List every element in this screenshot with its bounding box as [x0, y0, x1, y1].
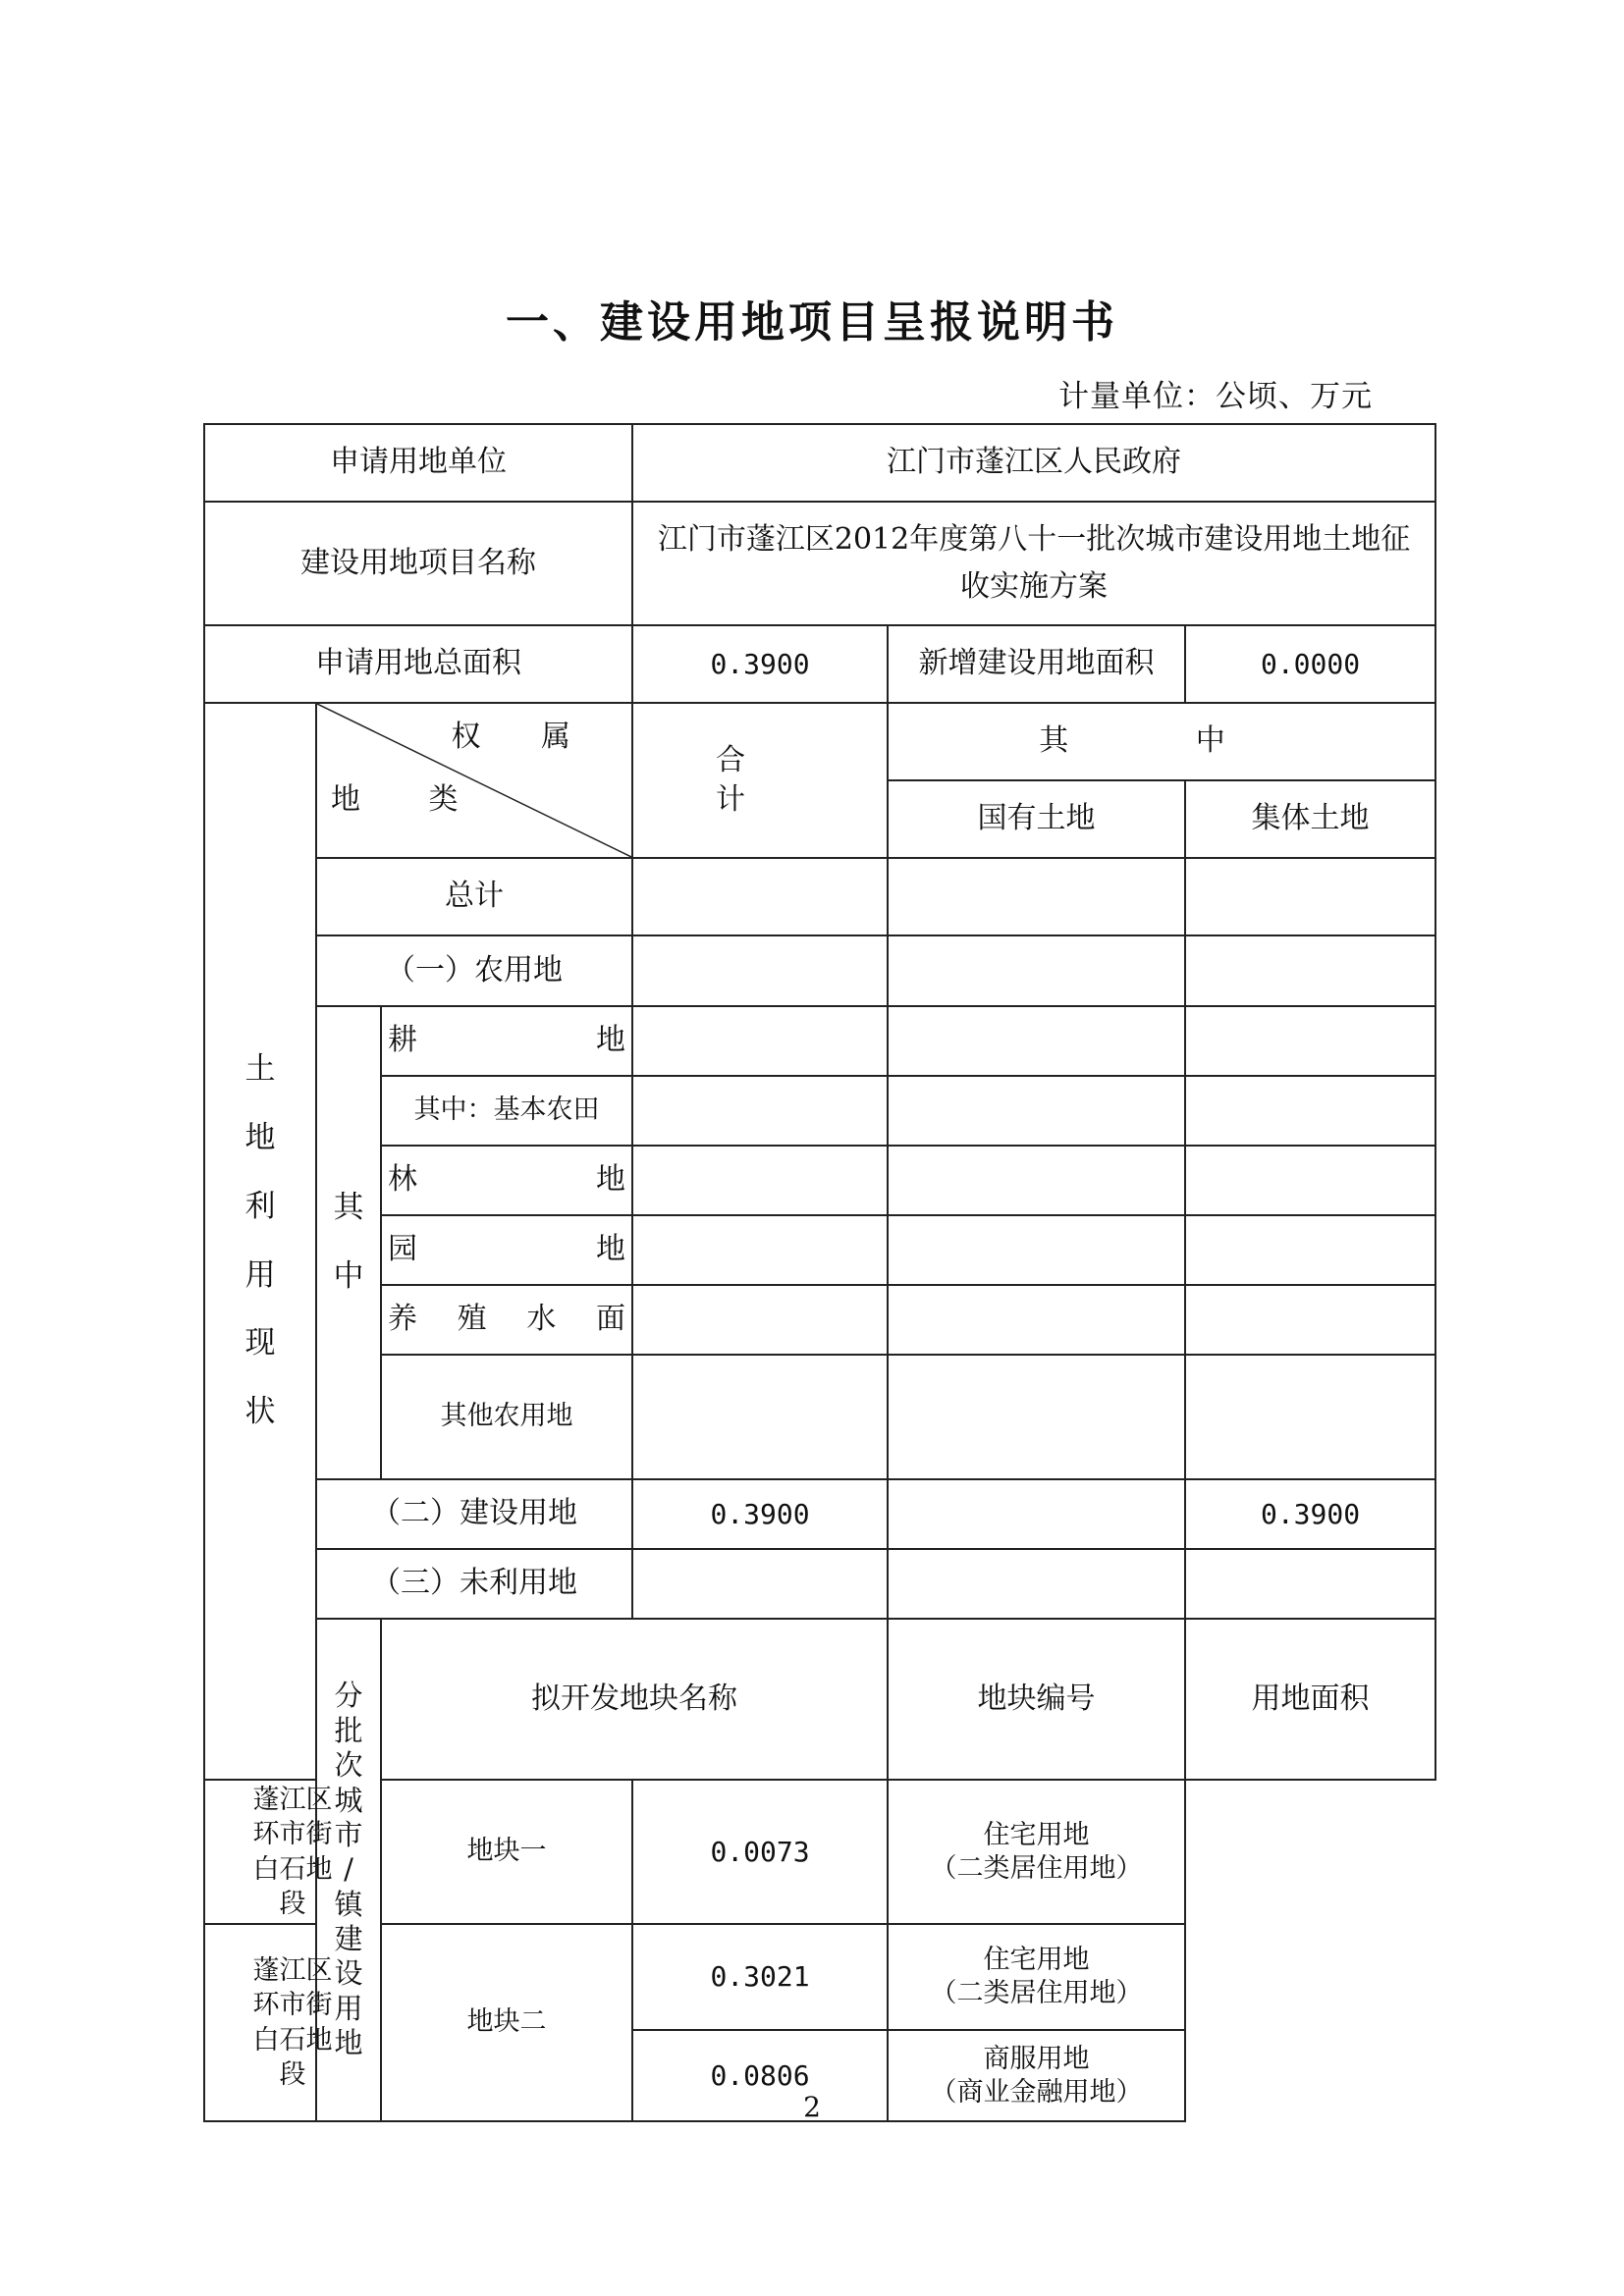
table-row — [204, 1780, 1435, 1924]
applicant-value: 江门市蓬江区人民政府 — [632, 424, 1435, 502]
table-row — [204, 1355, 1435, 1479]
plot-code-header: 地块编号 — [888, 1619, 1185, 1780]
plot2-area-b: 0.0806 — [632, 2030, 888, 2121]
table-row — [204, 1006, 1435, 1076]
plot2-code: 地块二 — [381, 1924, 632, 2121]
plot1-area: 0.0073 — [632, 1780, 888, 1924]
diagonal-header-cell — [316, 703, 632, 858]
total-area-value: 0.3900 — [632, 625, 888, 703]
plot2-area-a: 0.3021 — [632, 1924, 888, 2030]
project-value: 江门市蓬江区2012年度第八十一批次城市建设用地土地征收实施方案 — [632, 502, 1435, 625]
total-column-header: 合 计 — [632, 703, 888, 858]
project-label: 建设用地项目名称 — [204, 502, 632, 625]
plots-section-label: 分 批 次 城 市 / 镇 建 设 用 地 — [316, 1619, 381, 2121]
state-land-header: 国有土地 — [888, 780, 1185, 858]
applicant-row — [204, 424, 1435, 502]
plot2-name: 蓬江区环市街白石地段 — [204, 1924, 381, 2121]
total-area-label: 申请用地总面积 — [204, 625, 632, 703]
other-agri-label: 其他农用地 — [381, 1355, 632, 1479]
table-row — [204, 1146, 1435, 1215]
table-row — [204, 1076, 1435, 1146]
plot-area-header: 用地面积 — [1185, 1619, 1435, 1780]
land-report-table — [203, 423, 1436, 2122]
construction-land-label: （二）建设用地 — [316, 1479, 632, 1549]
garden-land-label: 园地 — [381, 1215, 632, 1285]
table-row — [204, 1215, 1435, 1285]
page-number: 2 — [803, 2091, 821, 2123]
plot1-code: 地块一 — [381, 1780, 632, 1924]
plot1-use: 住宅用地 （二类居住用地） — [888, 1780, 1185, 1924]
plot-name-header: 拟开发地块名称 — [381, 1619, 888, 1780]
table-row — [204, 935, 1435, 1006]
sub-section-label: 其 中 — [316, 1006, 381, 1479]
area-row — [204, 625, 1435, 703]
construction-total: 0.3900 — [632, 1479, 888, 1549]
of-which-header: 其 中 — [888, 703, 1435, 780]
table-row — [204, 1924, 1435, 2030]
plot2-use-a: 住宅用地 （二类居住用地） — [888, 1924, 1185, 2030]
agri-land-label: （一）农用地 — [316, 935, 632, 1006]
ownership-label: 权 属 — [451, 720, 597, 754]
new-area-value: 0.0000 — [1185, 625, 1435, 703]
table-row — [204, 1549, 1435, 1619]
table-row — [204, 858, 1435, 935]
land-use-section-label: 土 地 利 用 现 状 — [204, 703, 316, 1780]
table-row — [204, 1479, 1435, 1549]
collective-land-header: 集体土地 — [1185, 780, 1435, 858]
applicant-label: 申请用地单位 — [204, 424, 632, 502]
unit-note: 计量单位：公顷、万元 — [1058, 379, 1373, 414]
arable-land-label: 耕地 — [381, 1006, 632, 1076]
aquaculture-label: 养殖水面 — [381, 1285, 632, 1355]
category-label: 地 类 — [331, 781, 488, 817]
plots-header-row — [204, 1619, 1435, 1780]
land-use-header-row-1 — [204, 703, 1435, 780]
project-row — [204, 502, 1435, 625]
new-area-label: 新增建设用地面积 — [888, 625, 1185, 703]
grand-total-label: 总计 — [316, 858, 632, 935]
unused-land-label: （三）未利用地 — [316, 1549, 632, 1619]
table-row — [204, 1285, 1435, 1355]
page-title: 一、建设用地项目呈报说明书 — [506, 297, 1118, 347]
construction-collective: 0.3900 — [1185, 1479, 1435, 1549]
basic-farmland-label: 其中：基本农田 — [381, 1076, 632, 1146]
plot1-name: 蓬江区环市街白石地段 — [204, 1780, 381, 1924]
plot2-use-b: 商服用地 （商业金融用地） — [888, 2030, 1185, 2121]
forest-land-label: 林地 — [381, 1146, 632, 1215]
